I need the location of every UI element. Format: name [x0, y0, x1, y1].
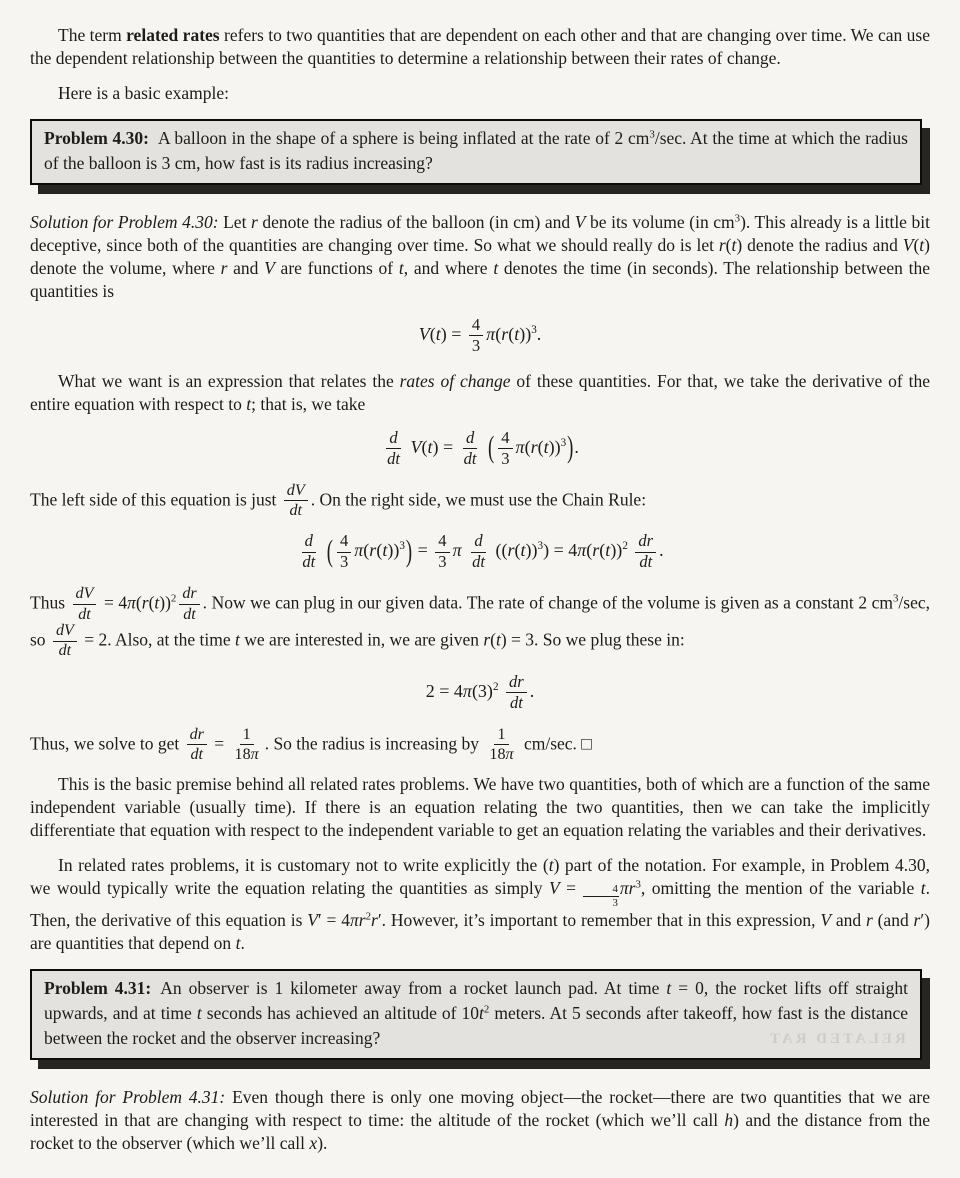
problem-box-4-31 — [30, 969, 922, 1060]
paragraph-left-side: The left side of this equation is just $\frac{dV}{dt}$ . On the right side, we must use the Chain Rule: — [30, 481, 647, 519]
problem-4-30-label: Problem 4.30: — [44, 128, 149, 148]
bleedthrough-text: RELATED RAT — [767, 1030, 906, 1047]
equation-derivative-both-sides: $\frac{d}{dt}$ V(t) = $\frac{d}{dt}$ ( $\frac{4}{3}$ $\pi(r(t))^3$). — [387, 427, 579, 468]
equation-volume: V(t) = $\frac{4}{3}$ $\pi(r(t))^3$. — [418, 315, 542, 355]
intro-paragraph: The term related rates refers to two quantities that are dependent on each other and that are changing over time. We can use the dependent relationship between the quantities to determine a relationship between their rates of change. — [30, 25, 930, 68]
example-lead-paragraph: Here is a basic example: — [58, 83, 230, 103]
problem-4-31-label: Problem 4.31: — [44, 977, 152, 998]
problem-4-31-body: An observer is 1 kilometer away from a rocket launch pad. At time t = 0, the rocket lifts off straight upwards, and at time t seconds has achieved an altitude of $10t^2$ meters. At 5 seconds after takeoff, how fast is the distance between the rocket and the observer increasing? — [44, 977, 909, 1048]
paragraph-plug-in-data: Thus $\frac{dV}{dt}$ = $4\pi(r(t))^2$ $\frac{dr}{dt}$ . Now we can plug in our given data. The rate of change of the volume is given as a constant 2 $cm^3/\sec$, so $\frac{dV}{dt}$ = 2. Also, at the time t we are interested in, we are given r(t) = 3. So we plug these in: — [30, 585, 931, 660]
problem-4-30-body: A balloon in the shape of a sphere is being inflated at the rate of 2 $cm^3/\sec$. At the time at which the radius of the balloon is 3 cm, how fast is its radius increasing? — [44, 128, 908, 173]
paragraph-basic-premise: This is the basic premise behind all related rates problems. We have two quantities, both of which are a function of the same independent variable (usually time). If there is an equation relating the two quantities, then we can take the implicitly differentiate that equation with respect to the independent variable to get an equation relating the variables and their derivatives. — [30, 774, 930, 841]
paragraph-rates-of-change: What we want is an expression that relates the rates of change of these quantities. For that, we take the derivative of the entire equation with respect to t; that is, we take — [30, 370, 930, 414]
solution-paragraph-4-31: Solution for Problem 4.31: Even though there is only one moving object—the rocket—there are two quantities that we are interested in that are changing with respect to time: the altitude of the rocket (which we’ll call h) and the distance from the rocket to the observer (which we’ll call x). — [30, 1086, 930, 1153]
paragraph-notation-convention: In related rates problems, it is customary not to write explicitly the (t) part of the notation. For example, in Problem 4.30, we would typically write the equation relating the quantities as simply V = $\frac{4}{3}$ $\pi r^3$, omitting the mention of the variable t. Then, the derivative of this equation is $V' = 4\pi r^2r'$. However, it’s important to remember that in this expression, V and r (and r′) are quantities that depend on t. — [30, 855, 930, 953]
equation-chain-rule: $\frac{d}{dt}$ ( $\frac{4}{3}$ $\pi(r(t))^3$) = $\frac{4}{3}$ π $\frac{d}{dt}$ $((r(t))^3) = 4\pi(r(t))^2$ $\frac{dr}{dt}$ . — [302, 531, 664, 572]
paragraph-solve-result: Thus, we solve to get $\frac{dr}{dt}$ = $\frac{1}{18\pi}$ . So the radius is increasing by $\frac{1}{18\pi}$ cm/sec. □ — [30, 725, 592, 763]
problem-box-4-30 — [30, 119, 922, 185]
equation-substitution: $2 = 4\pi(3)^2$ $\frac{dr}{dt}$ . — [425, 671, 535, 712]
solution-paragraph-4-30: Solution for Problem 4.30: Let r denote the radius of the balloon (in cm) and V be its volume (in $cm^3$). This already is a little bit deceptive, since both of the quantities are changing over time. So what we should really do is let r(t) denote the radius and V(t) denote the volume, where r and V are functions of t, and where t denotes the time (in seconds). The relationship between the quantities is — [30, 212, 930, 301]
